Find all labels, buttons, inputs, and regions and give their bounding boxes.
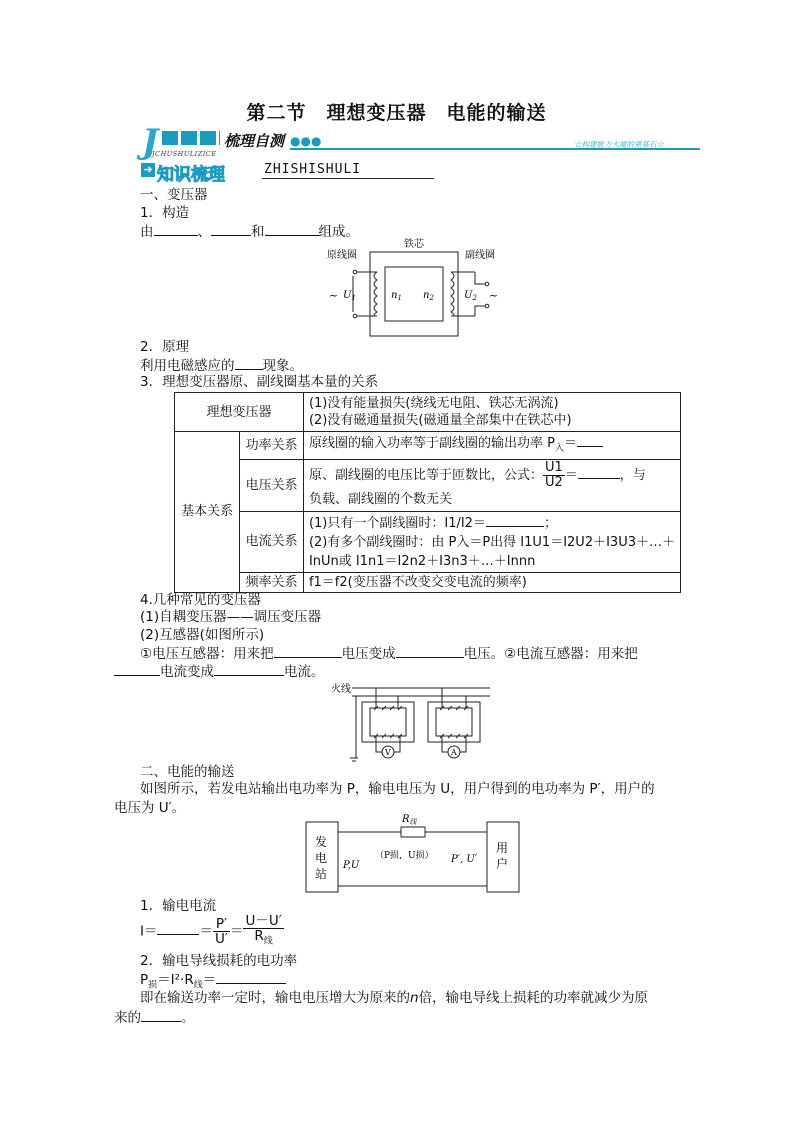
user-char: 户	[496, 857, 509, 871]
ideal-label: 理想变压器	[175, 393, 304, 432]
item-autotransformer: (1)自耦变压器——调压变压器	[140, 609, 322, 625]
heading-relations: 3．理想变压器原、副线圈基本量的关系	[140, 374, 379, 390]
section-banner	[140, 124, 705, 184]
blank-field[interactable]	[211, 222, 251, 236]
item-instrument-transformer: (2)互感器(如图所示)	[140, 627, 265, 643]
transformer-usage-line-1: ①电压互感器：用来把 电压变成 电压。②电流互感器：用来把	[140, 646, 638, 662]
ac-source-icon: ~	[329, 289, 339, 302]
transformer-usage-line-2: 电流变成 电流。	[114, 662, 325, 681]
principle-line: 利用电磁感应的 现象。	[140, 358, 303, 374]
source-pu-label: P,U	[343, 860, 360, 871]
power-label: 功率关系	[240, 432, 304, 460]
plant-char: 电	[315, 851, 328, 865]
arrow-icon: ➜	[141, 163, 155, 177]
heading-common-transformers: 4.几种常见的变压器	[140, 592, 261, 608]
power-cell: 原线圈的输入功率等于副线圈的输出功率 $P_入=$	[303, 432, 680, 460]
heading-line-loss: 2．输电导线损耗的电功率	[140, 953, 298, 969]
blank-field[interactable]	[157, 921, 199, 935]
instrument-transformer-diagram	[330, 680, 495, 762]
secondary-label: 副线圈	[465, 250, 495, 261]
table-row	[175, 572, 681, 592]
blank-field[interactable]	[265, 222, 319, 236]
ac-output-icon: ~	[489, 289, 499, 302]
blank-field[interactable]	[214, 662, 284, 676]
user-pu-label: P′, U′	[451, 854, 478, 865]
banner-letter: J	[142, 122, 159, 162]
ideal-conditions: (1)没有能量损失(绕线无电阻、铁芯无涡流) (2)没有磁通量损失(磁通量全部集中在铁芯中)	[303, 393, 680, 432]
u2-label: $U_2$	[464, 290, 477, 302]
voltage-label: 电压关系	[240, 459, 304, 511]
banner-right-note: ☆构建能力大厦的奠基石☆	[574, 140, 664, 149]
voltage-n-times-para-end: 来的 。	[114, 1010, 195, 1026]
table-row	[175, 511, 681, 572]
banner-dots: ●●●	[290, 134, 322, 148]
blank-field[interactable]	[114, 662, 160, 676]
loss-formula: $P_损=I^2\cdot R_线=$	[140, 970, 286, 995]
heading-power-transmission: 二、电能的输送	[140, 764, 235, 780]
voltage-cell: 原、副线圈的电压比等于匝数比，公式： $\frac{U1}{U2}$ ＝ ，与 负载、副线圈的个数无关	[303, 459, 680, 511]
banner-sub-pinyin: ZHISHISHULI	[264, 162, 362, 177]
heading-transmission-current: 1．输电电流	[140, 898, 217, 914]
table-row	[175, 459, 681, 511]
current-formula: I＝ ＝ $\frac{P'}{U'}$ ＝ $\frac{U-U'}{R_线}$	[140, 913, 282, 947]
transmission-para-1: 如图所示，若发电站输出电功率为 P，输电电压为 U，用户得到的电功率为 P′，用户的	[140, 781, 655, 797]
blank-field[interactable]	[216, 970, 286, 984]
heading-transformer: 一、变压器	[140, 187, 208, 203]
blank-field[interactable]	[154, 222, 198, 236]
banner-stripes	[162, 131, 220, 145]
transmission-diagram	[305, 810, 521, 896]
banner-sub-heading: 知识梳理	[157, 165, 225, 185]
frequency-label: 频率关系	[240, 572, 304, 592]
blank-field[interactable]	[396, 644, 464, 658]
voltage-n-times-para: 即在输送功率一定时，输电电压增大为原来的n倍，输电导线上损耗的功率就减少为原	[140, 990, 649, 1006]
blank-field[interactable]	[235, 356, 263, 370]
blank-field[interactable]	[578, 465, 620, 479]
relations-table	[174, 392, 681, 593]
basic-label: 基本关系	[175, 432, 240, 593]
banner-pinyin: JCHUSHULIZICE	[152, 150, 217, 158]
core-label: 铁芯	[404, 239, 424, 250]
table-row	[175, 393, 681, 432]
heading-principle: 2．原理	[140, 339, 190, 355]
frequency-cell: f1＝f2(变压器不改变交变电流的频率)	[303, 572, 680, 592]
n2-label: $n_2$	[423, 290, 434, 302]
plant-char: 站	[315, 867, 328, 881]
n1-label: $n_1$	[391, 290, 402, 302]
blank-field[interactable]	[577, 433, 603, 447]
blank-field[interactable]	[486, 513, 544, 527]
fire-line-label: 火线	[331, 684, 351, 695]
voltmeter-icon: V	[385, 748, 391, 757]
structure-line: 由 、 和 组成。	[140, 224, 359, 240]
current-cell: (1)只有一个副线圈时：I1/I2＝ ； (2)有多个副线圈时：由 P入＝P出得 I1U1＝I2U2＋I3U3＋…＋ InUn或 I1n1＝I2n2＋I3n3＋…＋Innn	[303, 511, 680, 572]
transformer-diagram	[325, 236, 505, 342]
current-label: 电流关系	[240, 511, 304, 572]
banner-sub-rule	[262, 178, 434, 179]
blank-field[interactable]	[274, 644, 342, 658]
primary-label: 原线圈	[327, 250, 357, 261]
blank-field[interactable]	[141, 1008, 181, 1022]
line-resistor-label: $R_线$	[402, 814, 417, 826]
table-row	[175, 432, 681, 460]
banner-section-name: 梳理自测	[224, 132, 285, 150]
transmission-para-2: 电压为 U′。	[114, 800, 186, 816]
user-char: 用	[496, 841, 509, 855]
heading-structure: 1．构造	[140, 205, 190, 221]
plant-char: 发	[315, 835, 328, 849]
page-title: 第二节 理想变压器 电能的输送	[246, 102, 547, 124]
loss-label: （P损，U损）	[375, 851, 434, 861]
u1-label: $U_1$	[343, 290, 356, 302]
ammeter-icon: A	[451, 748, 457, 757]
